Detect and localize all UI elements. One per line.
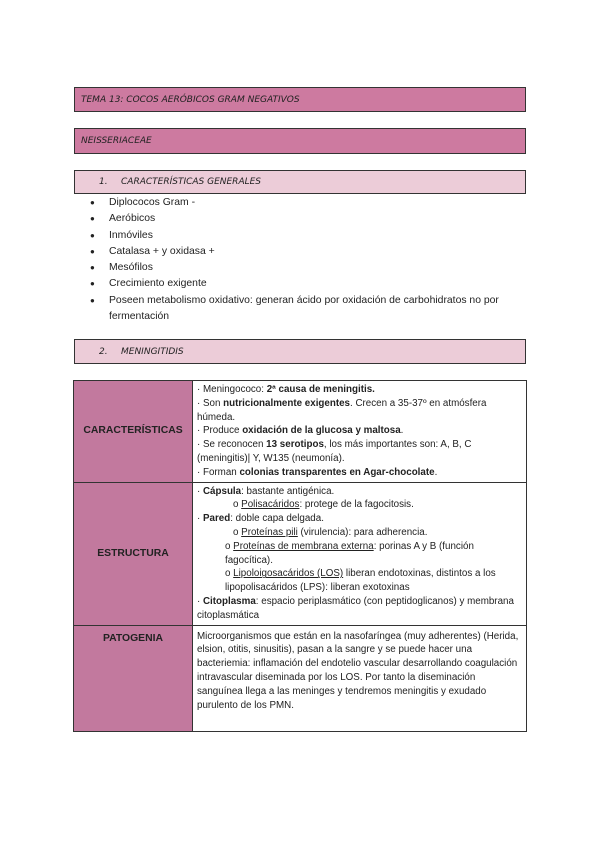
table-row <box>74 482 527 625</box>
row-content-patogenia: Microorganismos que están en la nasofaríngea (muy adherentes) (Herida, elsion, otitis, sinusitis), pasan a la sangre y se puede hacer una bacteriemia: inflamación del endotelio vascular desarrollando coagulación intravascular diseminada por los LOS. Por tanto la diseminación sanguínea llega a las meninges y tendremos meningitis y exudado purulento de los PMN. <box>193 625 527 731</box>
family-title: NEISSERIACEAE <box>81 136 152 146</box>
row-header-caracteristicas: CARACTERÍSTICAS <box>74 381 193 483</box>
topic-title: TEMA 13: COCOS AERÓBICOS GRAM NEGATIVOS <box>81 94 300 105</box>
table-row <box>74 381 527 483</box>
section-1-number: 1. <box>99 177 108 187</box>
list-item: ● Aeróbicos <box>90 211 530 227</box>
section-1-band <box>74 170 526 194</box>
list-item: ● Crecimiento exigente <box>90 276 530 292</box>
family-title-band <box>74 128 526 154</box>
list-item: ● Diplococos Gram - <box>90 195 530 211</box>
list-item: ● Catalasa + y oxidasa + <box>90 244 530 260</box>
section-1-title: CARACTERÍSTICAS GENERALES <box>121 177 262 187</box>
list-item: ● Poseen metabolismo oxidativo: generan ácido por oxidación de carbohidratos no por fermentación <box>90 293 530 326</box>
row-content-caracteristicas: · Meningococo: 2ª causa de meningitis. · Son nutricionalmente exigentes. Crecen a 35-37º en atmósfera húmeda. · Produce oxidación de la glucosa y maltosa. · Se reconocen 13 serotipos, los más importantes son: A, B, C (meningitis)| Y, W135 (neumonía). · Forman colonias transparentes en Agar-chocolate. <box>193 381 527 483</box>
row-header-estructura: ESTRUCTURA <box>74 482 193 625</box>
meningitidis-table <box>73 380 527 732</box>
general-features-list <box>90 195 530 325</box>
topic-title-band <box>74 87 526 112</box>
row-content-estructura: · Cápsula: bastante antigénica. o Polisacáridos: protege de la fagocitosis. · Pared: doble capa delgada. o Proteínas pili (virulencia): para adherencia. o Proteínas de membrana externa: porinas A y B (función fagocítica). o Lipoloigosacáridos (LOS) liberan endotoxinas, distintos a los lipopolisacáridos (LPS): liberan exotoxinas · Citoplasma: espacio periplasmático (con peptidoglicanos) y membrana citoplasmática <box>193 482 527 625</box>
row-header-patogenia: PATOGENIA <box>74 625 193 731</box>
table-row <box>74 625 527 731</box>
section-2-number: 2. <box>99 346 108 357</box>
list-item: ● Inmóviles <box>90 228 530 244</box>
list-item: ● Mesófilos <box>90 260 530 276</box>
section-2-title: MENINGITIDIS <box>121 346 184 357</box>
section-2-band <box>74 339 526 364</box>
